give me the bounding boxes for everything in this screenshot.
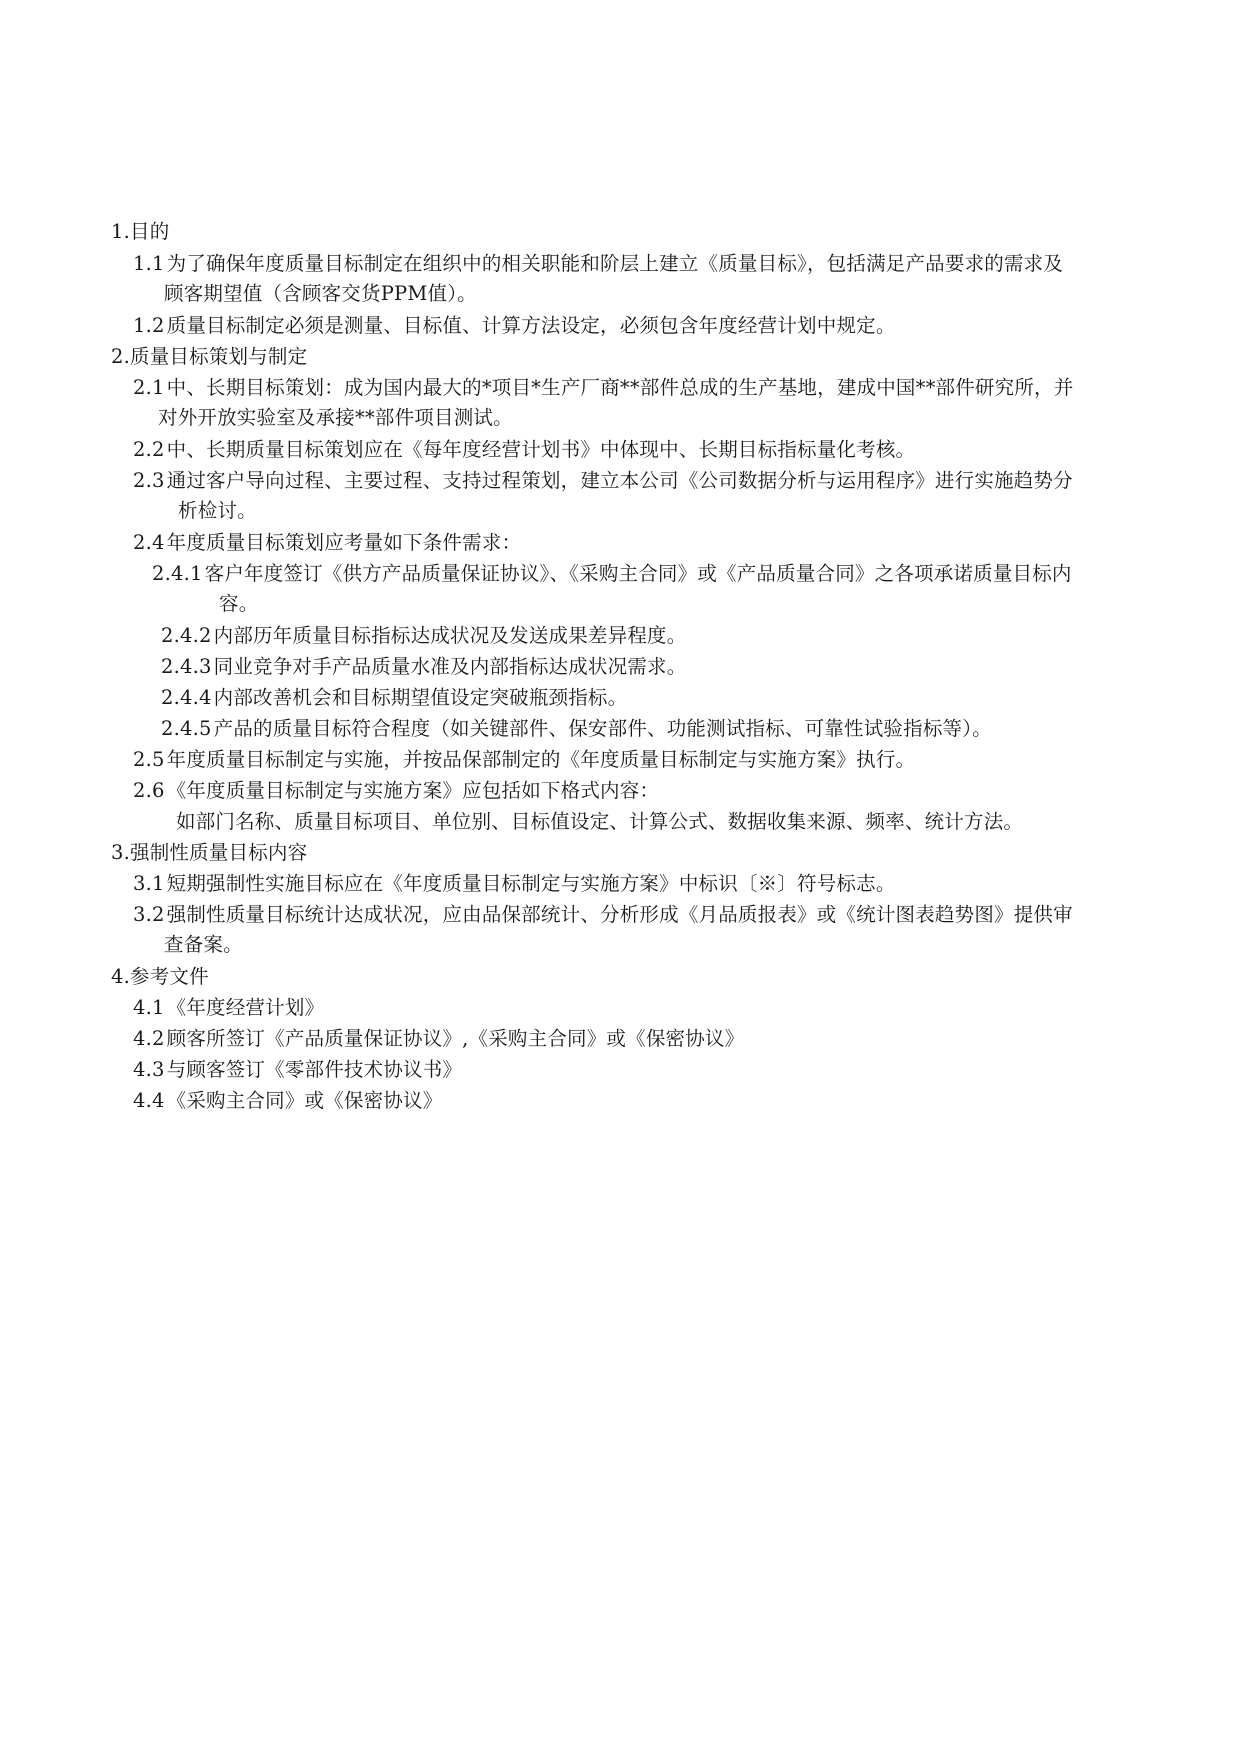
item-number: 2.4.4 — [161, 686, 212, 709]
list-item — [133, 375, 1073, 400]
item-text: 通过客户导向过程、主要过程、支持过程策划，建立本公司《公司数据分析与运用程序》进行实施趋势分 — [166, 469, 1073, 492]
item-number: 2.4.1 — [152, 562, 203, 585]
item-continuation: 顾客期望值（含顾客交货PPM值）。 — [164, 282, 477, 305]
item-number: 2.4.5 — [161, 717, 212, 740]
item-number: 4.4 — [133, 1089, 165, 1112]
list-item — [133, 251, 1063, 276]
item-number: 2.5 — [133, 748, 165, 771]
section-heading: 2.质量目标策划与制定 — [111, 345, 308, 368]
item-number: 2.6 — [133, 779, 165, 802]
list-item — [133, 902, 1073, 927]
item-number: 2.2 — [133, 438, 165, 461]
list-item — [133, 995, 324, 1020]
sub-list-item — [161, 623, 686, 648]
list-item — [133, 747, 915, 772]
section-heading: 1.目的 — [111, 220, 170, 243]
list-item — [133, 1026, 744, 1051]
list-item — [133, 437, 915, 462]
item-number: 2.4.2 — [161, 624, 212, 647]
sub-list-item — [161, 716, 992, 741]
list-item — [133, 468, 1073, 493]
item-text: 短期强制性实施目标应在《年度质量目标制定与实施方案》中标识〔※〕符号标志。 — [166, 872, 896, 895]
item-text: 强制性质量目标统计达成状况，应由品保部统计、分析形成《月品质报表》或《统计图表趋势图》提供审 — [166, 903, 1073, 926]
item-number: 2.4.3 — [161, 655, 212, 678]
item-text: 同业竞争对手产品质量水准及内部指标达成状况需求。 — [213, 655, 687, 678]
item-number: 4.2 — [133, 1027, 165, 1050]
item-number: 3.1 — [133, 872, 165, 895]
item-text: 年度质量目标策划应考量如下条件需求： — [166, 531, 522, 554]
item-text: 中、长期目标策划：成为国内最大的*项目*生产厂商**部件总成的生产基地，建成中国**部件研究所，并 — [166, 376, 1074, 399]
item-text: 内部历年质量目标指标达成状况及发送成果差异程度。 — [213, 624, 687, 647]
item-number: 1.1 — [133, 252, 165, 275]
item-continuation: 查备案。 — [164, 933, 243, 956]
item-text: 产品的质量目标符合程度（如关键部件、保安部件、功能测试指标、可靠性试验指标等）。 — [213, 717, 992, 740]
item-text: 顾客所签订《产品质量保证协议》,《采购主合同》或《保密协议》 — [166, 1027, 745, 1050]
item-text: 与顾客签订《零部件技术协议书》 — [166, 1058, 463, 1081]
item-number: 2.4 — [133, 531, 165, 554]
sub-list-item — [161, 685, 627, 710]
item-number: 2.1 — [133, 376, 165, 399]
item-text: 《年度质量目标制定与实施方案》应包括如下格式内容： — [166, 779, 660, 802]
list-item — [133, 1057, 462, 1082]
item-number: 1.2 — [133, 314, 165, 337]
item-continuation: 容。 — [219, 592, 259, 615]
list-item — [133, 871, 896, 896]
list-item — [133, 530, 521, 555]
item-text: 年度质量目标制定与实施，并按品保部制定的《年度质量目标制定与实施方案》执行。 — [166, 748, 916, 771]
item-text: 质量目标制定必须是测量、目标值、计算方法设定，必须包含年度经营计划中规定。 — [166, 314, 896, 337]
section-heading: 4.参考文件 — [111, 965, 209, 988]
list-item — [133, 778, 659, 803]
item-number: 4.3 — [133, 1058, 165, 1081]
item-text: 客户年度签订《供方产品质量保证协议》、《采购主合同》或《产品质量合同》之各项承诺质量目标内 — [204, 562, 1072, 585]
item-number: 2.3 — [133, 469, 165, 492]
item-text: 《年度经营计划》 — [166, 996, 325, 1019]
item-continuation: 如部门名称、质量目标项目、单位别、目标值设定、计算公式、数据收集来源、频率、统计方法。 — [176, 810, 1024, 833]
item-text: 《采购主合同》或《保密协议》 — [166, 1089, 443, 1112]
section-heading: 3.强制性质量目标内容 — [111, 841, 308, 864]
item-continuation: 析检讨。 — [178, 499, 257, 522]
item-text: 内部改善机会和目标期望值设定突破瓶颈指标。 — [213, 686, 628, 709]
item-number: 4.1 — [133, 996, 165, 1019]
item-text: 中、长期质量目标策划应在《每年度经营计划书》中体现中、长期目标指标量化考核。 — [166, 438, 916, 461]
sub-list-item — [161, 654, 686, 679]
sub-list-item — [152, 561, 1072, 586]
list-item — [133, 1088, 442, 1113]
list-item — [133, 313, 896, 338]
item-number: 3.2 — [133, 903, 165, 926]
item-continuation: 对外开放实验室及承接**部件项目测试。 — [158, 406, 513, 429]
item-text: 为了确保年度质量目标制定在组织中的相关职能和阶层上建立《质量目标》，包括满足产品要求的需求及 — [166, 252, 1064, 275]
